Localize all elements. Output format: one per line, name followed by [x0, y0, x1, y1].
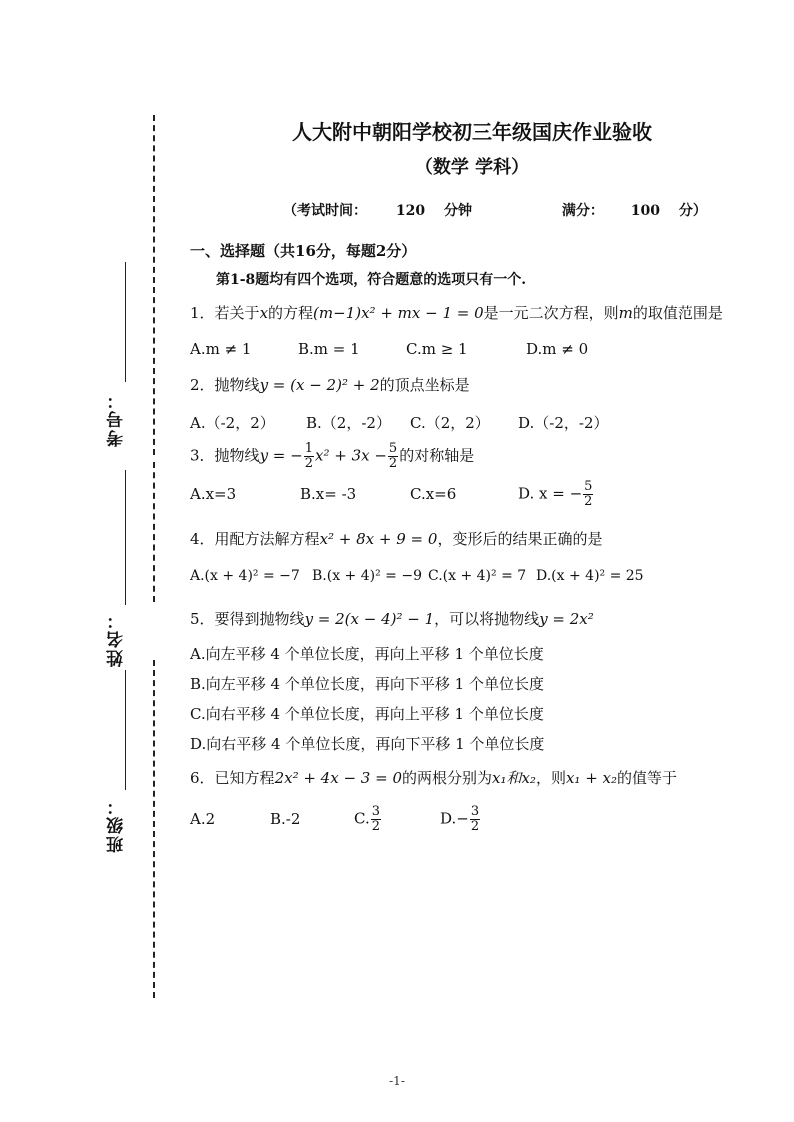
name-label: 姓名：	[107, 610, 127, 667]
q1-text-pre: 若关于	[214, 304, 260, 322]
page-subtitle: （数学 学科）	[414, 157, 530, 178]
q2-text-pre: 抛物线	[214, 376, 260, 394]
q6-option-d-prefix: D.−	[440, 809, 469, 828]
time-value: 120	[395, 203, 426, 219]
q6-roots: x₁和x₂	[492, 769, 536, 787]
question-3	[190, 442, 474, 471]
exam-no-label: 考号：	[107, 390, 127, 447]
q3-frac2-den: 2	[388, 456, 398, 471]
q6-option-c-prefix: C.	[354, 809, 370, 828]
q3-text-pre: 抛物线	[214, 446, 260, 465]
q4-option-b: B.(x + 4)² = −9	[312, 568, 422, 584]
q6-option-d-num: 3	[470, 804, 480, 819]
q6-option-c	[354, 805, 440, 834]
class-label: 班级：	[107, 796, 127, 853]
q1-option-b: B.m = 1	[298, 340, 360, 358]
q1-text-mid: 的方程	[268, 304, 314, 322]
binding-dashed-line-bottom	[153, 660, 155, 998]
q3-text-post: 的对称轴是	[399, 446, 475, 465]
q2-number: 2．	[190, 376, 215, 394]
q2-option-c: C.（2，2）	[410, 414, 490, 432]
q6-text-mid2: ，则	[535, 769, 566, 787]
q1-text-post: 是一元二次方程，则	[483, 304, 619, 322]
q6-equation: 2x² + 4x − 3 = 0	[274, 769, 402, 787]
q2-equation: y = (x − 2)² + 2	[259, 376, 380, 394]
q6-option-c-num: 3	[371, 804, 380, 819]
q2-option-a: A.（-2，2）	[190, 414, 275, 432]
section-intro: 第1-8题均有四个选项，符合题意的选项只有一个.	[216, 272, 527, 288]
q4-option-d: D.(x + 4)² = 25	[536, 568, 644, 584]
question-2	[190, 374, 470, 395]
binding-dashed-line-mid	[153, 462, 155, 602]
q5-option-b: B.向左平移 4 个单位长度，再向下平移 1 个单位长度	[190, 675, 544, 693]
q3-option-d-num: 5	[584, 479, 593, 494]
question-4	[190, 528, 602, 549]
q6-option-d	[440, 805, 481, 834]
q5-option-d: D.向右平移 4 个单位长度，再向下平移 1 个单位长度	[190, 735, 545, 753]
q1-options	[190, 340, 588, 358]
q2-option-b: B.（2，-2）	[306, 414, 391, 432]
exam-no-line	[125, 262, 126, 382]
q3-fraction-2	[388, 442, 398, 471]
q3-option-d-den: 2	[584, 494, 593, 509]
q6-text-pre: 已知方程	[214, 769, 275, 787]
question-5	[190, 608, 594, 629]
q6-sum: x₁ + x₂	[565, 769, 618, 787]
q5-equation-2: y = 2x²	[539, 610, 594, 628]
q1-number: 1．	[190, 304, 215, 322]
q4-options	[190, 568, 644, 584]
q6-options	[190, 805, 481, 834]
score-unit: 分）	[678, 203, 707, 219]
q3-option-c: C.x=6	[410, 484, 457, 503]
q6-text-post: 的值等于	[617, 769, 678, 787]
q6-option-c-fraction	[371, 805, 381, 834]
q6-option-b: B.-2	[270, 809, 301, 828]
q3-options	[190, 480, 594, 509]
q3-number: 3．	[190, 446, 215, 465]
q3-option-d-prefix: D. x = −	[518, 484, 583, 503]
q6-option-d-den: 2	[470, 819, 480, 834]
name-line	[125, 470, 126, 605]
q5-text-pre: 要得到抛物线	[214, 610, 305, 628]
page-number: -1-	[389, 1074, 405, 1088]
q1-option-c: C.m ≥ 1	[406, 340, 468, 358]
q2-option-d: D.（-2，-2）	[518, 414, 609, 432]
score-value: 100	[630, 203, 660, 219]
q3-eq-part-a: y = −	[259, 446, 303, 465]
q4-text-pre: 用配方法解方程	[214, 530, 320, 548]
q1-equation: (m−1)x² + mx − 1 = 0	[313, 304, 484, 322]
q4-text-post: ，变形后的结果正确的是	[437, 530, 603, 548]
q6-number: 6．	[190, 769, 215, 787]
q6-option-a: A.2	[190, 809, 216, 828]
class-line	[125, 670, 126, 790]
q2-text-post: 的顶点坐标是	[379, 376, 470, 394]
q3-option-d-fraction	[583, 480, 593, 509]
q3-fraction-1	[304, 442, 314, 471]
q4-option-c: C.(x + 4)² = 7	[428, 568, 527, 584]
q3-option-a: A.x=3	[190, 484, 237, 503]
q4-option-a: A.(x + 4)² = −7	[190, 568, 300, 584]
q4-number: 4．	[190, 530, 215, 548]
q1-option-d: D.m ≠ 0	[526, 340, 589, 358]
exam-info	[283, 200, 707, 220]
q3-frac1-den: 2	[304, 456, 313, 471]
q3-eq-part-b: x² + 3x −	[315, 446, 387, 465]
q5-number: 5．	[190, 610, 215, 628]
q1-var2: m	[618, 304, 633, 322]
q3-option-b: B.x= -3	[300, 484, 357, 503]
q1-option-a: A.m ≠ 1	[190, 340, 252, 358]
q5-option-a: A.向左平移 4 个单位长度，再向上平移 1 个单位长度	[190, 645, 544, 663]
q3-frac1-num: 1	[304, 441, 313, 456]
q6-option-d-fraction	[470, 805, 480, 834]
q1-text-end: 的取值范围是	[632, 304, 723, 322]
page-title: 人大附中朝阳学校初三年级国庆作业验收	[292, 120, 652, 144]
time-unit: 分钟	[443, 203, 472, 219]
time-label: （考试时间：	[283, 203, 367, 219]
q3-frac2-num: 5	[388, 441, 398, 456]
q6-option-c-den: 2	[371, 819, 380, 834]
question-1	[190, 302, 723, 323]
question-6	[190, 767, 677, 788]
q4-equation: x² + 8x + 9 = 0	[319, 530, 438, 548]
q3-option-d	[518, 480, 594, 509]
q5-equation-1: y = 2(x − 4)² − 1	[304, 610, 435, 628]
q6-text-mid: 的两根分别为	[401, 769, 492, 787]
section-heading: 一、选择题（共16分，每题2分）	[190, 242, 417, 260]
q2-options	[190, 412, 608, 433]
q1-var: x	[259, 304, 269, 322]
q5-text-mid: ，可以将抛物线	[434, 610, 540, 628]
q5-option-c: C.向右平移 4 个单位长度，再向上平移 1 个单位长度	[190, 705, 544, 723]
score-label: 满分：	[561, 203, 604, 219]
